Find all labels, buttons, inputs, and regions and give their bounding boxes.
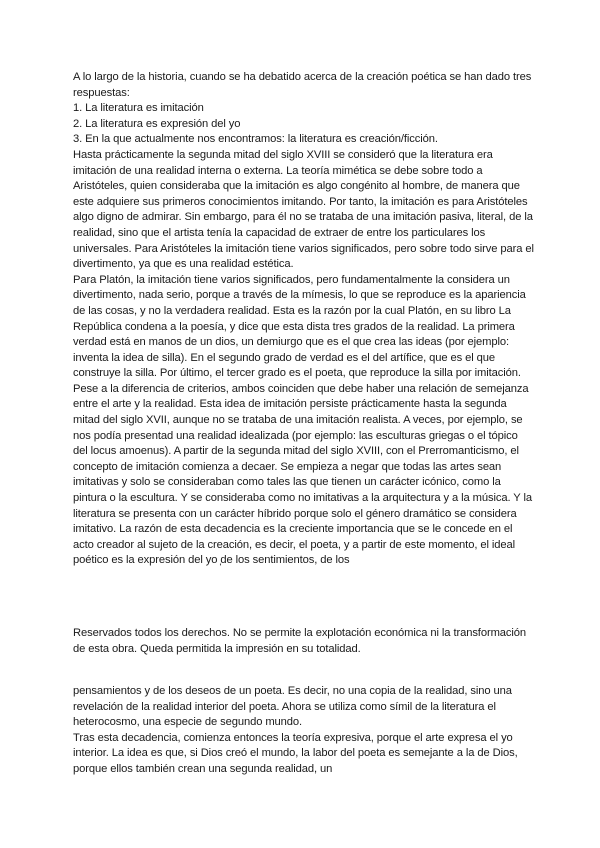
main-text-block (73, 70, 535, 569)
expressive-theory-paragraph: Tras esta decadencia, comienza entonces la teoría expresiva, porque el arte expresa el yo interior. La idea es que, si Dios creó el mundo, la labor del poeta es semejante a la de Dios, porque ellos también crean una segunda realidad, un (73, 731, 518, 775)
continuation-text-block (73, 684, 535, 778)
imitation-decline-paragraph: Pese a la diferencia de criterios, ambos coinciden que debe haber una relación de semejanza entre el arte y la realidad. Esta idea de imitación persiste prácticamente hasta la segunda mitad del siglo XVII, aunque no se trataba de una imitación realista. A veces, por ejemplo, se nos podía presentad una realidad idealizada (por ejemplo: las esculturas griegas o el tópico del locus amoenus). A partir de la segunda mitad del siglo XVIII, con el Prerromanticismo, el concepto de imitación comienza a decaer. Se empieza a negar que todas las artes sean imitativas y solo se consideraban como tales las que tienen un carácter icónico, como la pintura o la escultura. Y se consideraba como no imitativas a la arquitectura y a la música. Y la literatura se presenta con un carácter híbrido porque solo el género dramático se considera imitativo. La razón de esta decadencia es la creciente importancia que se le concede en el acto creador al sujeto de la creación, es decir, el poeta, y a partir de este momento, el ideal poético es la expresión del yo ̦de los sentimientos, de los (73, 382, 532, 567)
plato-paragraph: Para Platón, la imitación tiene varios significados, pero fundamentalmente la considera un divertimento, nada serio, porque a través de la mímesis, lo que se reproduce es la apariencia de las cosas, y no la verdadera realidad. Esta es la razón por la cual Platón, en su libro La República condena a la poesía, y dice que esta dista tres grados de la realidad. La primera verdad está en manos de un dios, un demiurgo que es el que crea las ideas (por ejemplo: inventa la idea de silla). En el segundo grado de verdad es el del artífice, que es el que construye la silla. Por último, el tercer grado es el poeta, que reproduce la silla por imitación. (73, 273, 526, 380)
intro-paragraph: A lo largo de la historia, cuando se ha debatido acerca de la creación poética se han dado tres respuestas: (73, 71, 532, 99)
list-item-expression: 2. La literatura es expresión del yo (73, 117, 241, 130)
heterocosm-paragraph: pensamientos y de los deseos de un poeta. Es decir, no una copia de la realidad, sino una revelación de la realidad interior del poeta. Ahora se utiliza como símil de la literatura el heterocosmo, una especie de segundo mundo. (73, 685, 512, 729)
list-item-imitation: 1. La literatura es imitación (73, 102, 204, 115)
copyright-notice (73, 626, 535, 657)
aristotle-paragraph: Hasta prácticamente la segunda mitad del siglo XVIII se consideró que la literatura era imitación de una realidad interna o externa. La teoría mimética se debe sobre todo a Aristóteles, quien consideraba que la imitación es algo congénito al hombre, de manera que este adquiere sus primeros conocimientos imitando. Por tanto, la imitación es para Aristóteles algo digno de admirar. Sin embargo, para él no se trataba de una imitación pasiva, literal, de la realidad, sino que el artista tenía la capacidad de extraer de entre los particulares los universales. Para Aristóteles la imitación tiene varios significados, pero sobre todo sirve para el divertimento, ya que es una realidad estética. (73, 148, 534, 271)
list-item-creation: 3. En la que actualmente nos encontramos: la literatura es creación/ficción. (73, 133, 438, 146)
copyright-notice-text: Reservados todos los derechos. No se permite la explotación económica ni la transformación de esta obra. Queda permitida la impresión en su totalidad. (73, 627, 527, 655)
